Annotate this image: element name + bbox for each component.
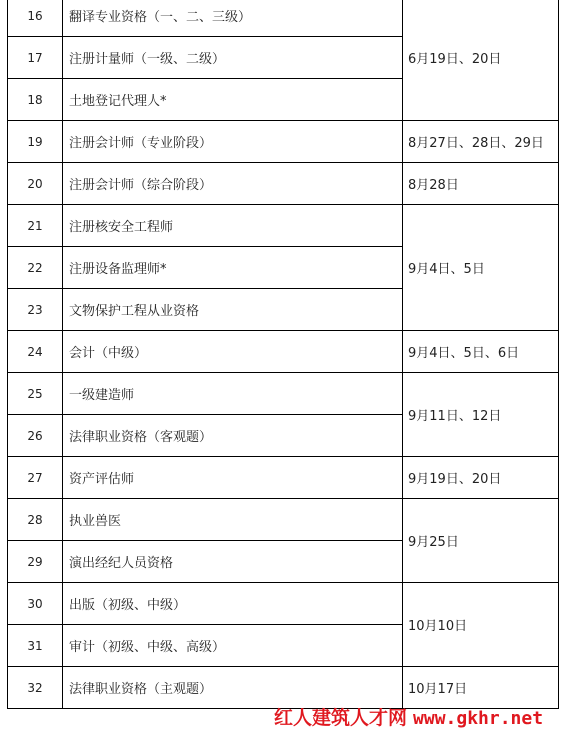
exam-date: 9月25日	[403, 499, 559, 583]
row-number: 20	[8, 163, 63, 205]
table-row	[8, 499, 559, 541]
exam-schedule-table	[7, 0, 559, 709]
row-number: 19	[8, 121, 63, 163]
exam-date: 8月28日	[403, 163, 559, 205]
row-number: 23	[8, 289, 63, 331]
exam-name: 注册计量师（一级、二级）	[63, 37, 403, 79]
row-number: 32	[8, 667, 63, 709]
exam-date: 9月4日、5日、6日	[403, 331, 559, 373]
exam-date: 9月11日、12日	[403, 373, 559, 457]
row-number: 26	[8, 415, 63, 457]
exam-date: 8月27日、28日、29日	[403, 121, 559, 163]
row-number: 16	[8, 0, 63, 37]
exam-name: 土地登记代理人*	[63, 79, 403, 121]
exam-name: 注册会计师（专业阶段）	[63, 121, 403, 163]
exam-name: 注册会计师（综合阶段）	[63, 163, 403, 205]
table-row	[8, 583, 559, 625]
row-number: 25	[8, 373, 63, 415]
site-watermark	[274, 707, 543, 730]
row-number: 18	[8, 79, 63, 121]
row-number: 22	[8, 247, 63, 289]
table-row	[8, 0, 559, 37]
row-number: 31	[8, 625, 63, 667]
row-number: 29	[8, 541, 63, 583]
table-row	[8, 331, 559, 373]
exam-name: 翻译专业资格（一、二、三级）	[63, 0, 403, 37]
exam-name: 文物保护工程从业资格	[63, 289, 403, 331]
row-number: 21	[8, 205, 63, 247]
exam-name: 注册设备监理师*	[63, 247, 403, 289]
exam-date: 10月10日	[403, 583, 559, 667]
table-row	[8, 121, 559, 163]
exam-name: 一级建造师	[63, 373, 403, 415]
table-row	[8, 667, 559, 709]
exam-name: 审计（初级、中级、高级）	[63, 625, 403, 667]
exam-date: 9月19日、20日	[403, 457, 559, 499]
exam-date: 6月19日、20日	[403, 0, 559, 121]
exam-date: 10月17日	[403, 667, 559, 709]
row-number: 17	[8, 37, 63, 79]
row-number: 30	[8, 583, 63, 625]
table-row	[8, 163, 559, 205]
row-number: 28	[8, 499, 63, 541]
exam-name: 注册核安全工程师	[63, 205, 403, 247]
table-row	[8, 373, 559, 415]
exam-name: 执业兽医	[63, 499, 403, 541]
exam-name: 出版（初级、中级）	[63, 583, 403, 625]
exam-name: 会计（中级）	[63, 331, 403, 373]
table-row	[8, 205, 559, 247]
exam-name: 资产评估师	[63, 457, 403, 499]
exam-name: 法律职业资格（客观题）	[63, 415, 403, 457]
exam-name: 演出经纪人员资格	[63, 541, 403, 583]
watermark-site-name: 红人建筑人才网	[274, 707, 408, 729]
table-row	[8, 457, 559, 499]
watermark-url: www.gkhr.net	[413, 708, 544, 729]
row-number: 24	[8, 331, 63, 373]
row-number: 27	[8, 457, 63, 499]
exam-name: 法律职业资格（主观题）	[63, 667, 403, 709]
exam-date: 9月4日、5日	[403, 205, 559, 331]
